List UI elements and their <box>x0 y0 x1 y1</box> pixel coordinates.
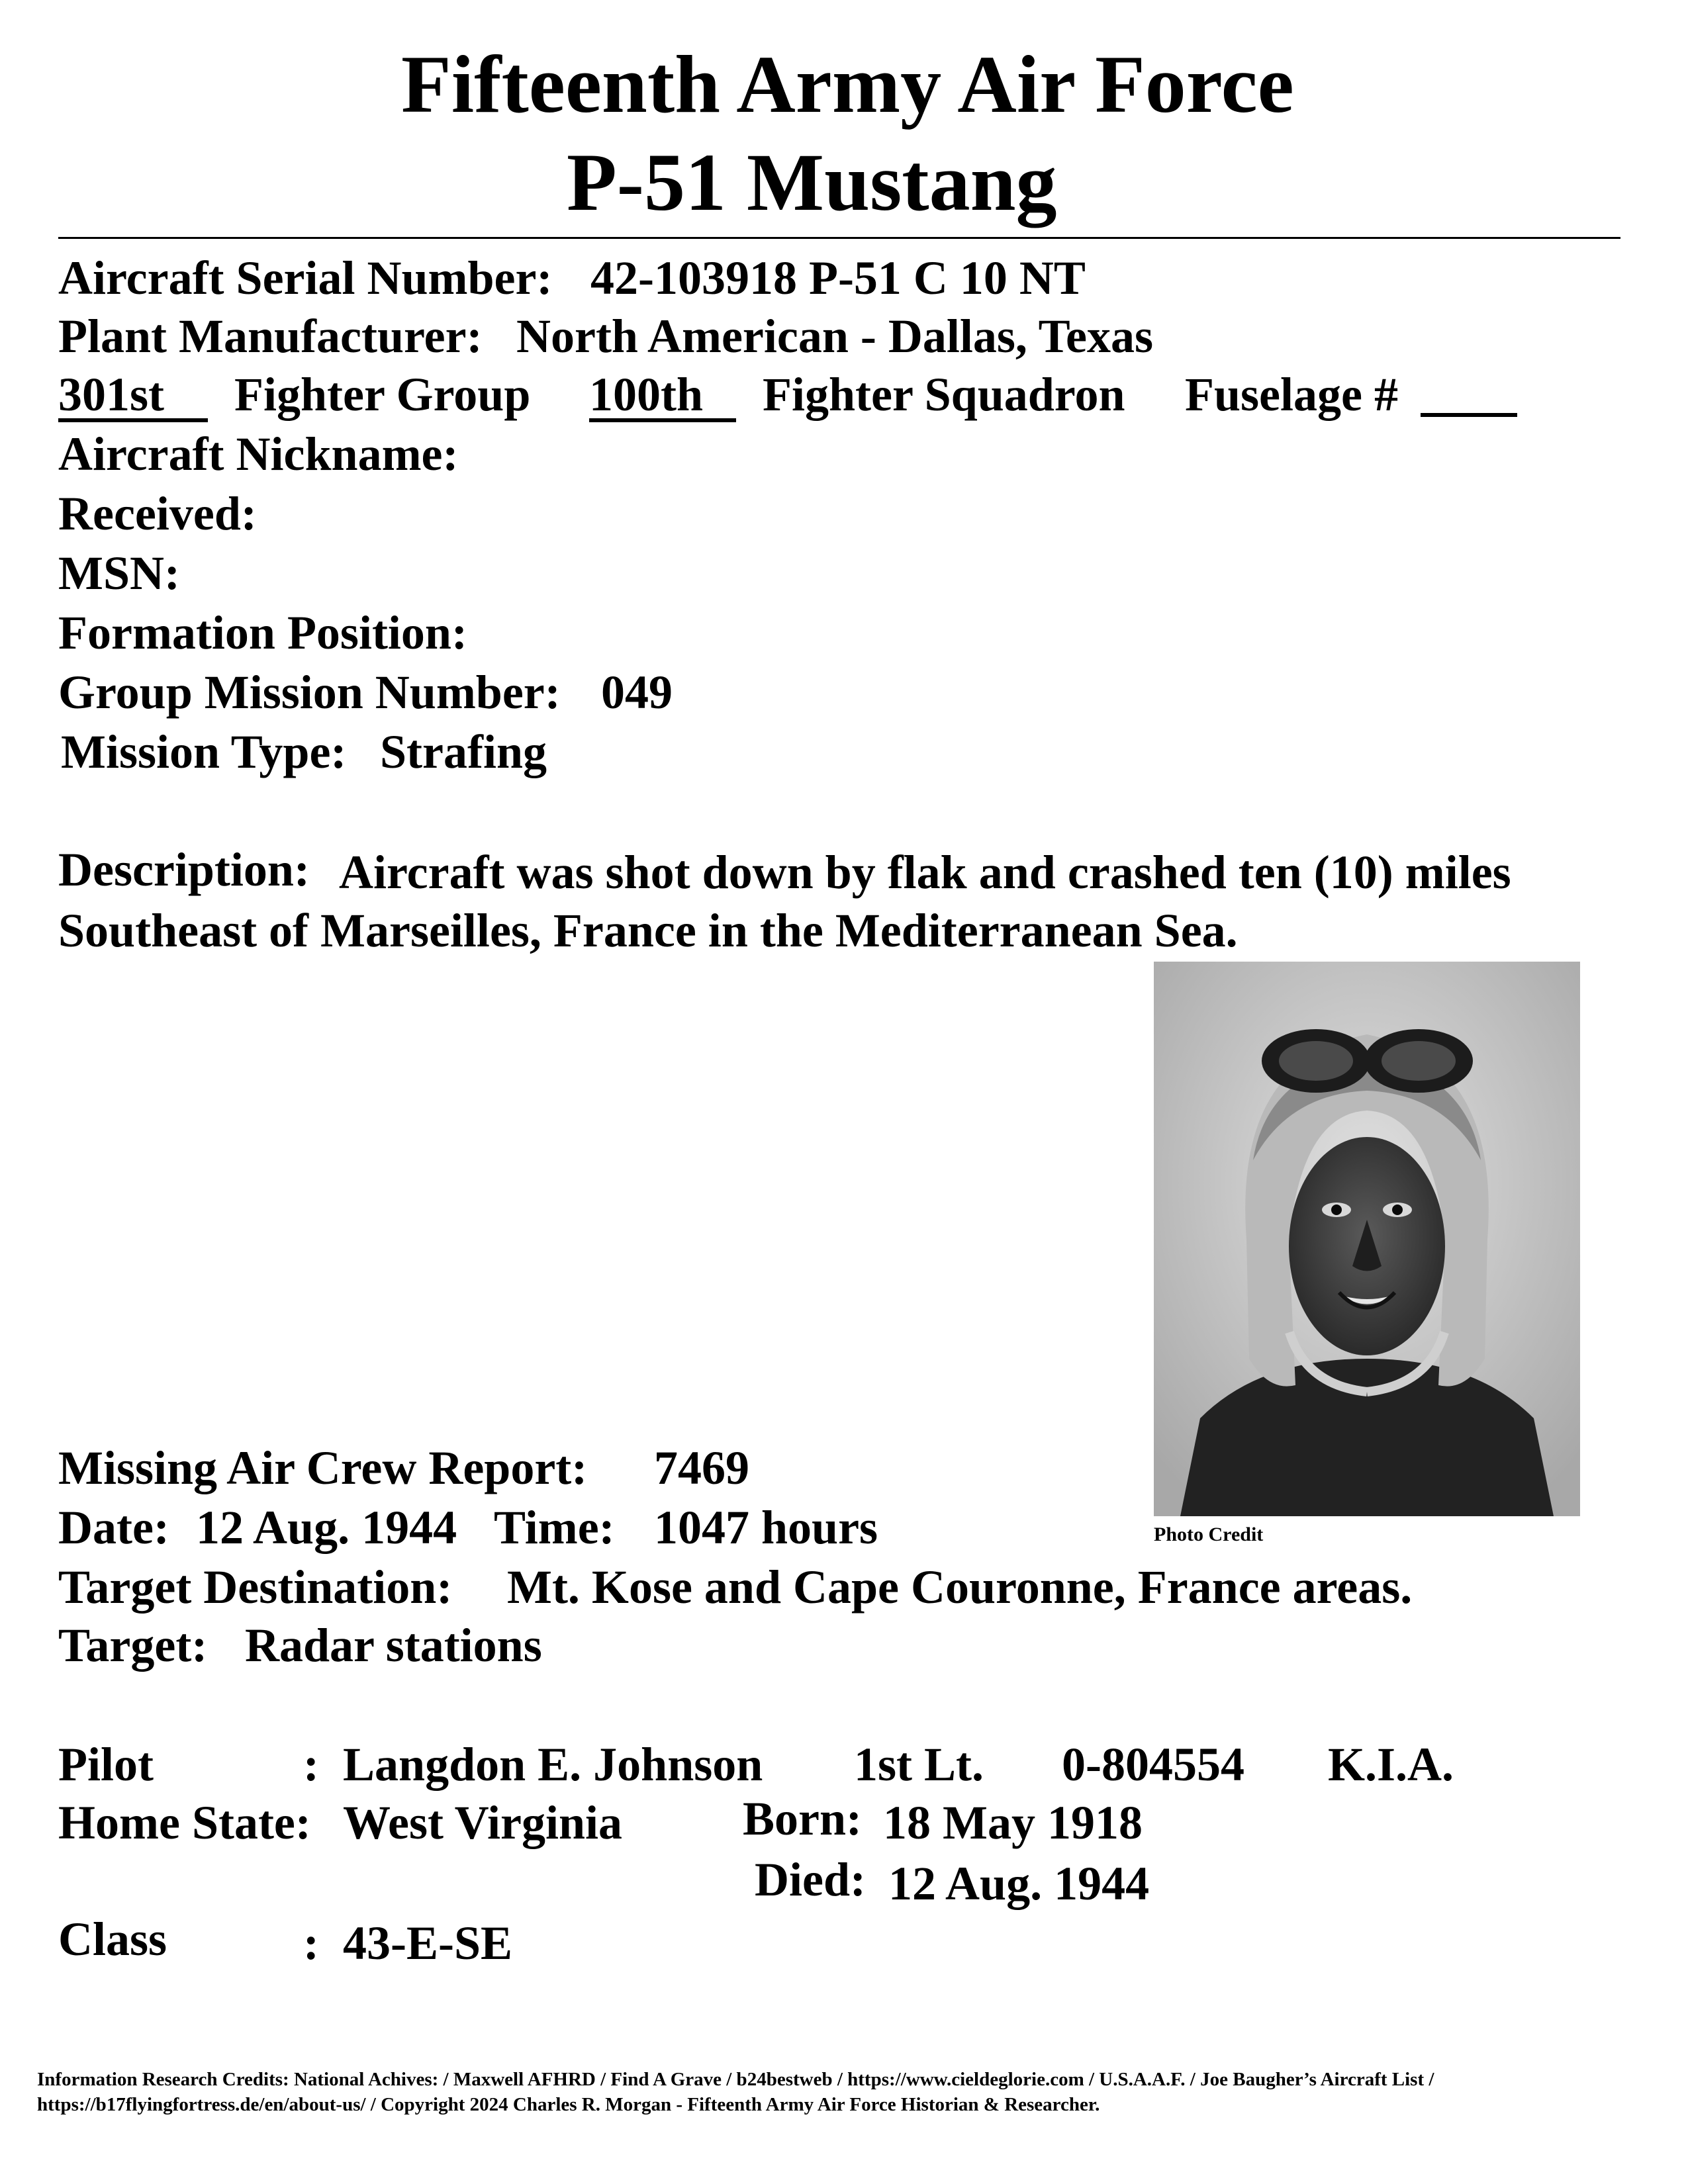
serial-number-label: Aircraft Serial Number: <box>58 251 553 304</box>
fighter-group-label: Fighter Group <box>234 368 531 421</box>
plant-manufacturer-label: Plant Manufacturer: <box>58 310 483 363</box>
pilot-name: Langdon E. Johnson <box>343 1738 763 1791</box>
aircraft-nickname-label: Aircraft Nickname: <box>58 428 459 480</box>
description-line-2: Southeast of Marseilles, France in the Mediterranean Sea. <box>58 904 1238 957</box>
fuselage-label: Fuselage # <box>1185 368 1398 421</box>
mission-type-label: Mission Type: <box>61 725 347 778</box>
group-mission-number-value: 049 <box>601 666 673 719</box>
description-label: Description: <box>58 843 310 896</box>
formation-position-label: Formation Position: <box>58 606 467 659</box>
target-destination-value: Mt. Kose and Cape Couronne, France areas. <box>507 1561 1413 1614</box>
page-title-line-2: P-51 Mustang <box>567 137 1057 228</box>
home-state-label: Home State: <box>58 1796 311 1849</box>
born-label: Born: <box>743 1792 862 1845</box>
died-label: Died: <box>755 1853 866 1906</box>
group-mission-number-label: Group Mission Number: <box>58 666 561 719</box>
date-value: 12 Aug. 1944 <box>196 1501 457 1554</box>
date-label: Date: <box>58 1501 169 1554</box>
header-divider <box>58 237 1620 239</box>
died-value: 12 Aug. 1944 <box>888 1857 1150 1910</box>
page-title-line-1: Fifteenth Army Air Force <box>401 39 1294 130</box>
footer-credits-line-2: https://b17flyingfortress.de/en/about-us/ / Copyright 2024 Charles R. Morgan - Fifteenth Army Air Force Historian & Researcher. <box>37 2094 1100 2115</box>
class-colon: : <box>303 1917 319 1970</box>
pilot-portrait-image <box>1154 962 1580 1516</box>
macr-value: 7469 <box>654 1441 749 1494</box>
pilot-label: Pilot <box>58 1738 154 1791</box>
serial-number-value: 42-103918 P-51 C 10 NT <box>590 251 1086 304</box>
time-value: 1047 hours <box>654 1501 878 1554</box>
plant-manufacturer-value: North American - Dallas, Texas <box>516 310 1153 363</box>
msn-label: MSN: <box>58 547 180 600</box>
fighter-squadron-label: Fighter Squadron <box>763 368 1125 421</box>
received-label: Received: <box>58 487 257 540</box>
pilot-colon: : <box>303 1738 319 1791</box>
class-value: 43-E-SE <box>343 1917 513 1970</box>
fighter-group-blank <box>58 368 208 422</box>
class-label: Class <box>58 1913 167 1966</box>
born-value: 18 May 1918 <box>883 1796 1143 1849</box>
pilot-serial: 0-804554 <box>1062 1738 1244 1791</box>
home-state-value: West Virginia <box>343 1796 623 1849</box>
fighter-group-value: 301st <box>58 368 164 421</box>
description-line-1: Aircraft was shot down by flak and crashed ten (10) miles <box>339 846 1511 899</box>
fuselage-blank <box>1421 413 1517 417</box>
pilot-photo <box>1154 962 1580 1516</box>
target-value: Radar stations <box>245 1619 542 1672</box>
macr-label: Missing Air Crew Report: <box>58 1441 588 1494</box>
target-label: Target: <box>58 1619 208 1672</box>
mission-type-value: Strafing <box>380 725 547 778</box>
time-label: Time: <box>494 1501 615 1554</box>
footer-credits-line-1: Information Research Credits: National Achives: / Maxwell AFHRD / Find A Grave / b24bestweb / https://www.cieldeglorie.com / U.S.A.A.F. / Joe Baugher’s Aircraft List / <box>37 2069 1434 2090</box>
photo-credit: Photo Credit <box>1154 1524 1264 1545</box>
pilot-status: K.I.A. <box>1328 1738 1454 1791</box>
fighter-squadron-value: 100th <box>589 368 704 421</box>
fighter-squadron-blank <box>589 368 736 422</box>
target-destination-label: Target Destination: <box>58 1561 453 1614</box>
pilot-rank: 1st Lt. <box>854 1738 984 1791</box>
